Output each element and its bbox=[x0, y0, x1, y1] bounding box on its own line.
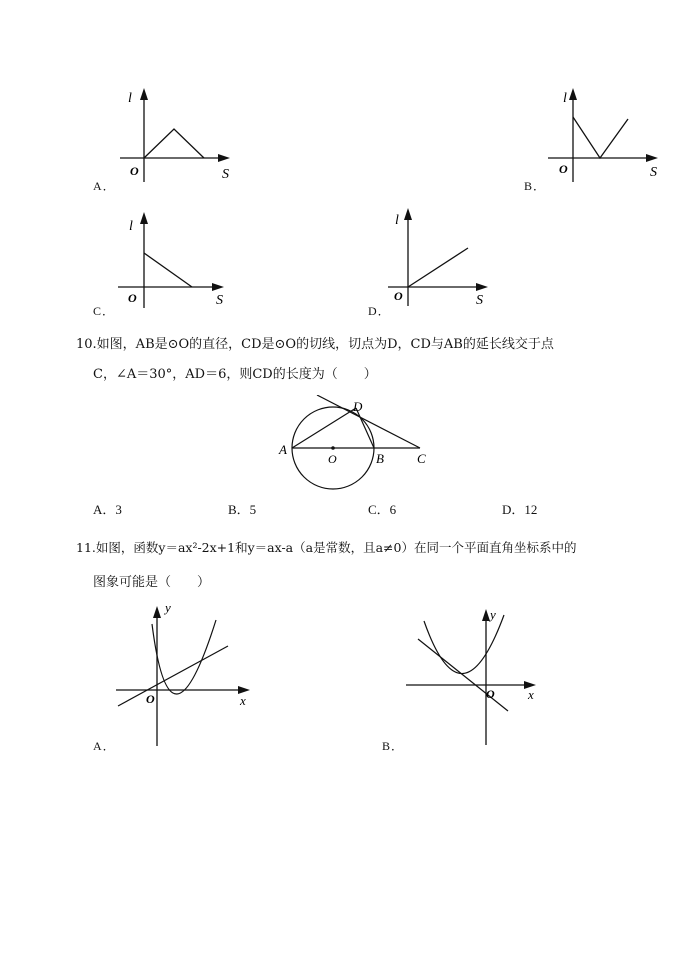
option-c-label: C． bbox=[93, 304, 116, 318]
y-axis-label: y bbox=[165, 600, 171, 615]
graph-11-option-a bbox=[112, 598, 262, 748]
choice-a[interactable]: A．3 bbox=[93, 502, 122, 517]
graph-option-b bbox=[540, 84, 670, 184]
option-b-label: B． bbox=[524, 179, 547, 193]
choice-d[interactable]: D．12 bbox=[502, 502, 538, 517]
point-b-label: B bbox=[376, 451, 384, 466]
graph-option-a bbox=[112, 84, 242, 184]
graph-11-option-b bbox=[404, 603, 549, 751]
y-axis-label: y bbox=[490, 607, 496, 622]
x-axis-label: x bbox=[528, 687, 534, 702]
question-11-line-1: 11.如图，函数y＝ax²-2x+1和y＝ax-a（a是常数，且a≠0）在同一个平面直角坐标系中的 bbox=[76, 540, 577, 555]
question-10-line-1: 10.如图，AB是⊙O的直径，CD是⊙O的切线，切点为D，CD与AB的延长线交于点 bbox=[76, 337, 554, 352]
origin-label: O bbox=[130, 164, 139, 178]
x-axis-label: S bbox=[216, 293, 223, 308]
y-axis-label: l bbox=[395, 213, 399, 228]
graph-option-d bbox=[380, 202, 510, 310]
origin-label: O bbox=[128, 291, 137, 305]
option-d-label: D． bbox=[368, 304, 391, 318]
center-o-label: O bbox=[328, 452, 337, 466]
x-axis-label: x bbox=[240, 693, 246, 708]
option-a-label: A． bbox=[93, 179, 116, 193]
circle-tangent-figure bbox=[272, 395, 442, 495]
choice-b[interactable]: B．5 bbox=[228, 502, 257, 517]
origin-label: O bbox=[486, 687, 495, 701]
x-axis-label: S bbox=[650, 165, 657, 180]
x-axis-label: S bbox=[222, 167, 229, 182]
point-c-label: C bbox=[417, 451, 426, 466]
question-11-line-2: 图象可能是（ ） bbox=[93, 575, 211, 590]
question-10-line-2: C，∠A＝30°，AD＝6，则CD的长度为（ ） bbox=[93, 367, 377, 382]
origin-label: O bbox=[146, 692, 155, 706]
point-d-label: D bbox=[353, 399, 363, 414]
y-axis-label: l bbox=[563, 91, 567, 106]
option-11-a-label: A． bbox=[93, 739, 116, 753]
origin-label: O bbox=[559, 162, 568, 176]
point-a-label: A bbox=[279, 442, 287, 457]
origin-label: O bbox=[394, 289, 403, 303]
y-axis-label: l bbox=[128, 91, 132, 106]
graph-option-c bbox=[112, 208, 242, 308]
option-11-b-label: B． bbox=[382, 739, 405, 753]
y-axis-label: l bbox=[129, 219, 133, 234]
x-axis-label: S bbox=[476, 293, 483, 308]
choice-c[interactable]: C．6 bbox=[368, 502, 397, 517]
